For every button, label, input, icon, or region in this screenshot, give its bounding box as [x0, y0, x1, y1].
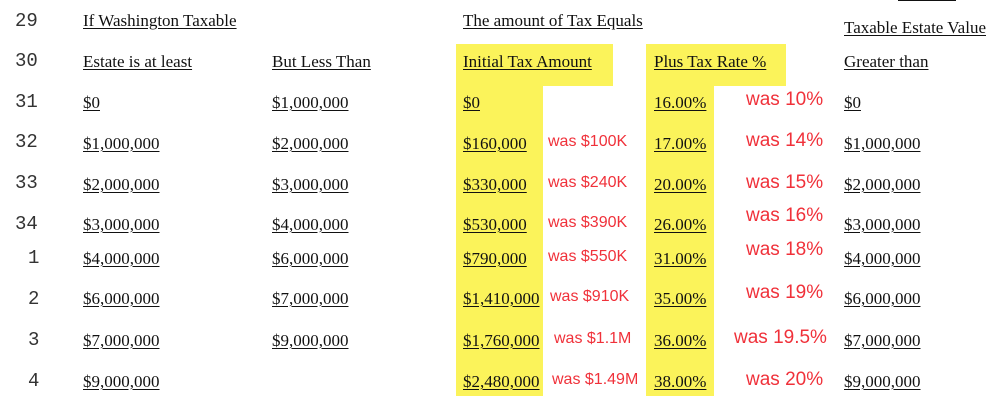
cell-estate-at-least: $6,000,000: [83, 289, 160, 308]
cell-estate-at-least: $3,000,000: [83, 215, 160, 234]
cell-tax-rate: 31.00%: [654, 249, 707, 268]
cell-estate-at-least: $1,000,000: [83, 134, 160, 153]
cell-tax-rate: 36.00%: [654, 331, 707, 350]
header-if-washington-taxable: If Washington Taxable: [83, 11, 237, 30]
cell-initial-tax-amount: $790,000: [463, 249, 527, 268]
header-taxable-estate-value: Taxable Estate Value: [844, 18, 986, 37]
cell-tax-rate: 16.00%: [654, 93, 707, 112]
header-amount-of-tax-equals: The amount of Tax Equals: [463, 11, 643, 30]
annotation-previous-rate: was 20%: [746, 369, 824, 390]
cell-tax-rate: 20.00%: [654, 175, 707, 194]
annotation-previous-rate: was 19%: [746, 282, 824, 303]
cell-greater-than: $2,000,000: [844, 175, 921, 194]
annotation-previous-rate: was 10%: [746, 89, 824, 110]
cropped-text-fragment: [898, 0, 956, 2]
cell-tax-rate: 38.00%: [654, 372, 707, 391]
cell-but-less-than: $1,000,000: [272, 93, 349, 112]
header-plus-tax-rate: Plus Tax Rate %: [654, 52, 767, 71]
cell-estate-at-least: $4,000,000: [83, 249, 160, 268]
cell-initial-tax-amount: $530,000: [463, 215, 527, 234]
line-number: 1: [28, 247, 40, 269]
line-number: 29: [15, 10, 38, 32]
header-initial-tax-amount: Initial Tax Amount: [463, 52, 592, 71]
cell-initial-tax-amount: $0: [463, 93, 480, 112]
cell-estate-at-least: $7,000,000: [83, 331, 160, 350]
annotation-previous-initial: was $390K: [548, 214, 628, 231]
annotation-previous-initial: was $240K: [548, 174, 628, 191]
cell-tax-rate: 26.00%: [654, 215, 707, 234]
annotation-previous-initial: was $1.49M: [552, 371, 639, 388]
cell-but-less-than: $7,000,000: [272, 289, 349, 308]
cell-greater-than: $7,000,000: [844, 331, 921, 350]
cell-estate-at-least: $9,000,000: [83, 372, 160, 391]
line-number: 31: [15, 91, 38, 113]
annotation-previous-rate: was 15%: [746, 172, 824, 193]
cell-greater-than: $6,000,000: [844, 289, 921, 308]
cell-initial-tax-amount: $1,410,000: [463, 289, 540, 308]
cell-estate-at-least: $0: [83, 93, 100, 112]
cell-greater-than: $9,000,000: [844, 372, 921, 391]
cell-greater-than: $0: [844, 93, 861, 112]
cell-tax-rate: 17.00%: [654, 134, 707, 153]
line-number: 33: [15, 172, 38, 194]
annotation-previous-rate: was 16%: [746, 205, 824, 226]
cell-initial-tax-amount: $1,760,000: [463, 331, 540, 350]
cell-initial-tax-amount: $330,000: [463, 175, 527, 194]
cell-but-less-than: $3,000,000: [272, 175, 349, 194]
annotation-previous-rate: was 14%: [746, 130, 824, 151]
cell-initial-tax-amount: $2,480,000: [463, 372, 540, 391]
annotation-previous-initial: was $1.1M: [554, 330, 632, 347]
cell-initial-tax-amount: $160,000: [463, 134, 527, 153]
line-number: 3: [28, 329, 40, 351]
line-number: 30: [15, 50, 38, 72]
line-number: 2: [28, 288, 40, 310]
cell-greater-than: $4,000,000: [844, 249, 921, 268]
header-but-less-than: But Less Than: [272, 52, 371, 71]
line-number: 34: [15, 213, 38, 235]
line-number: 32: [15, 131, 38, 153]
annotation-previous-rate: was 18%: [746, 239, 824, 260]
annotation-previous-initial: was $910K: [550, 288, 630, 305]
cell-greater-than: $1,000,000: [844, 134, 921, 153]
annotation-previous-rate: was 19.5%: [734, 327, 827, 348]
cell-but-less-than: $4,000,000: [272, 215, 349, 234]
cell-greater-than: $3,000,000: [844, 215, 921, 234]
annotation-previous-initial: was $550K: [548, 248, 628, 265]
cell-but-less-than: $9,000,000: [272, 331, 349, 350]
line-number: 4: [28, 370, 40, 392]
annotation-previous-initial: was $100K: [548, 133, 628, 150]
header-estate-at-least: Estate is at least: [83, 52, 193, 71]
cell-but-less-than: $6,000,000: [272, 249, 349, 268]
cell-tax-rate: 35.00%: [654, 289, 707, 308]
header-greater-than: Greater than: [844, 52, 929, 71]
cell-estate-at-least: $2,000,000: [83, 175, 160, 194]
cell-but-less-than: $2,000,000: [272, 134, 349, 153]
